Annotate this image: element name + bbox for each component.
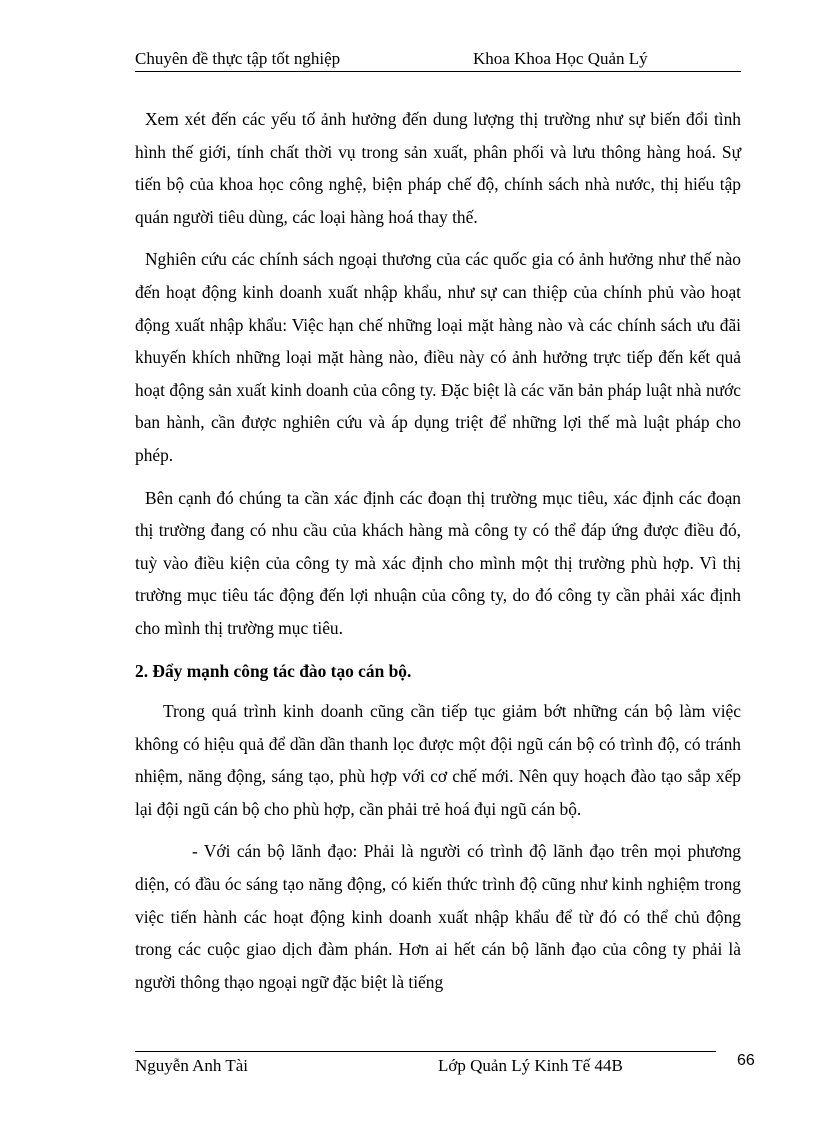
paragraph-leadership: - Với cán bộ lãnh đạo: Phải là người có trình độ lãnh đạo trên mọi phương diện, có đầu óc sáng tạo năng động, có kiến thức trình độ cũng như kinh nghiệm trong việc tiến hành các hoạt động kinh doanh xuất nhập khẩu để từ đó có thể chủ động trong các cuộc giao dịch đàm phán. Hơn ai hết cán bộ lãnh đạo của công ty phải là người thông thạo ngoại ngữ đặc biệt là tiếng <box>135 841 741 992</box>
paragraph-market-factors: Xem xét đến các yếu tố ảnh hưởng đến dung lượng thị trường như sự biến đổi tình hình thế giới, tính chất thời vụ trong sản xuất, phân phối và lưu thông hàng hoá. Sự tiến bộ của khoa học công nghệ, biện pháp chế độ, chính sách nhà nước, thị hiếu tập quán người tiêu dùng, các loại hàng hoá thay thế. <box>135 109 741 227</box>
section-heading: 2. Đẩy mạnh công tác đào tạo cán bộ. <box>135 660 412 681</box>
footer-divider <box>135 1051 716 1052</box>
header-faculty: Khoa Khoa Học Quản Lý <box>473 49 648 68</box>
paragraph-target-market: Bên cạnh đó chúng ta cần xác định các đoạn thị trường mục tiêu, xác định các đoạn thị trường đang có nhu cầu của khách hàng mà công ty có thể đáp ứng được điều đó, tuỳ vào điều kiện của công ty mà xác định cho mình một thị trường phù hợp. Vì thị trường mục tiêu tác động đến lợi nhuận của công ty, do đó công ty cần phải xác định cho mình thị trường mục tiêu. <box>135 487 741 638</box>
header-thesis-title: Chuyên đề thực tập tốt nghiệp <box>135 49 341 68</box>
footer-class: Lớp Quản Lý Kinh Tế 44B <box>438 1056 623 1075</box>
page-header <box>135 49 741 72</box>
paragraph-trade-policy: Nghiên cứu các chính sách ngoại thương của các quốc gia có ảnh hưởng như thế nào đến hoạt động kinh doanh xuất nhập khẩu, như sự can thiệp của chính phủ vào hoạt động xuất nhập khẩu: Việc hạn chế những loại mặt hàng nào và các chính sách ưu đãi khuyến khích những loại mặt hàng nào, điều này có ảnh hưởng trực tiếp đến kết quả hoạt động sản xuất kinh doanh của công ty. Đặc biệt là các văn bản pháp luật nhà nước ban hành, cần được nghiên cứu và áp dụng triệt để những lợi thế mà luật pháp cho phép. <box>135 249 741 465</box>
footer-author: Nguyễn Anh Tài <box>135 1056 249 1075</box>
page-number: 66 <box>737 1052 755 1069</box>
paragraph-staff-training: Trong quá trình kinh doanh cũng cần tiếp tục giảm bớt những cán bộ làm việc không có hiệu quả để dần dần thanh lọc được một đội ngũ cán bộ có trình độ, có tránh nhiệm, năng động, sáng tạo, phù hợp với cơ chế mới. Nên quy hoạch đào tạo sắp xếp lại đội ngũ cán bộ cho phù hợp, cần phải trẻ hoá đụi ngũ cán bộ. <box>135 701 741 819</box>
document-body <box>135 103 741 1008</box>
